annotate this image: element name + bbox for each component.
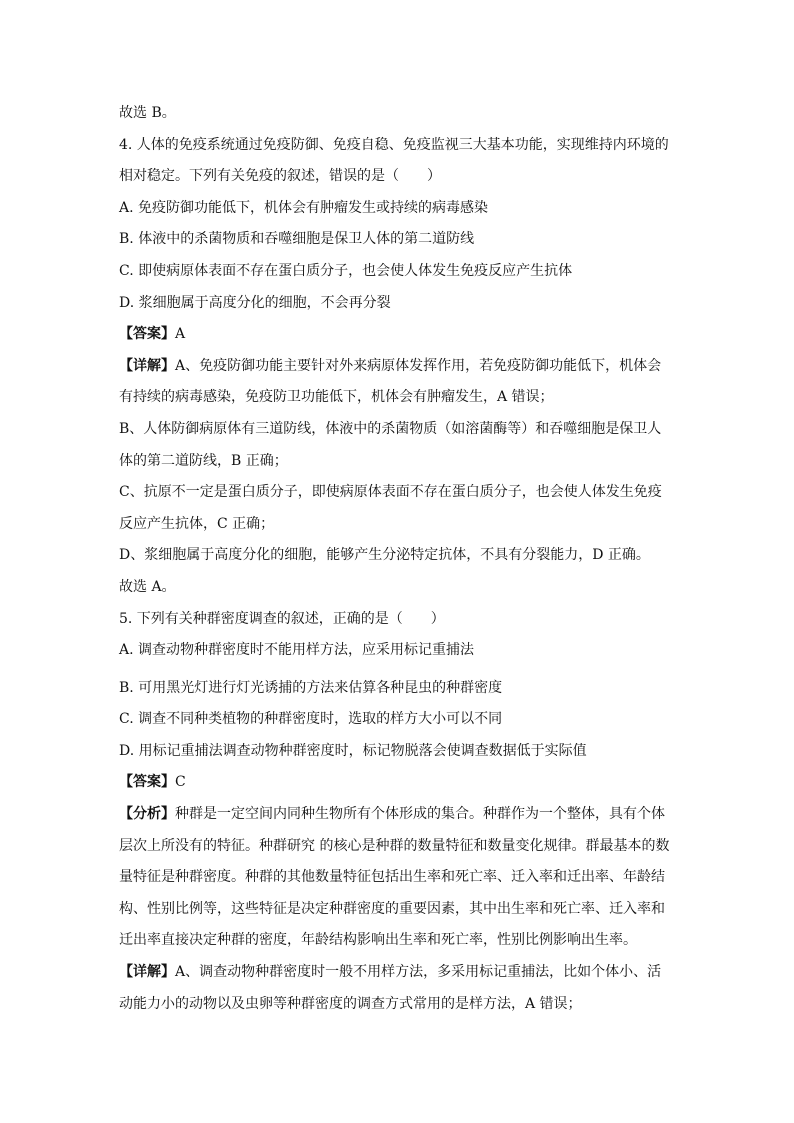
q5-answer	[119, 767, 679, 799]
q5-stem: 5. 下列有关种群密度调查的叙述，正确的是（ ）	[119, 610, 445, 627]
q5-answer-label: 【答案】	[119, 774, 175, 791]
q5-explain-a-line2: 动能力小的动物以及虫卵等种群密度的调查方式常用的是样方法，A 错误；	[119, 995, 582, 1012]
document-body	[119, 98, 679, 1020]
q5-analysis-line1	[119, 799, 679, 831]
q5-analysis-line5: 迁出率直接决定种群的密度，年龄结构影响出生率和死亡率，性别比例影响出生率。	[119, 932, 637, 949]
q4-explain-d: D、浆细胞属于高度分化的细胞，能够产生分泌特定抗体，不具有分裂能力，D 正确。	[119, 547, 650, 564]
q5-analysis-text1: 种群是一定空间内同种生物所有个体形成的集合。种群作为一个整体，具有个体	[175, 806, 665, 823]
q4-option-c: C. 即使病原体表面不存在蛋白质分子，也会使人体发生免疫反应产生抗体	[119, 262, 573, 279]
q5-explain-a-line1	[119, 957, 679, 989]
q4-explain-a-line2: 有持续的病毒感染，免疫防卫功能低下，机体会有肿瘤发生，A 错误；	[119, 389, 554, 406]
q4-explain-c-line1: C、抗原不一定是蛋白质分子，即使病原体表面不存在蛋白质分子，也会使人体发生免疫	[119, 484, 662, 501]
q4-explain-c-line2: 反应产生抗体，C 正确；	[119, 515, 275, 532]
q4-conclusion: 故选 A。	[119, 578, 176, 595]
q4-explain-b-line1: B、人体防御病原体有三道防线，体液中的杀菌物质（如溶菌酶等）和吞噬细胞是保卫人	[119, 420, 662, 437]
q4-answer	[119, 319, 679, 351]
q5-analysis-line2: 层次上所没有的特征。种群研究 的核心是种群的数量特征和数量变化规律。群最基本的数	[119, 837, 670, 854]
q5-answer-value: C	[175, 774, 186, 791]
q5-analysis-line3: 量特征是种群密度。种群的其他数量特征包括出生率和死亡率、迁入率和迁出率、年龄结	[119, 869, 665, 886]
q4-answer-label: 【答案】	[119, 326, 175, 343]
q5-analysis-line4: 构、性别比例等，这些特征是决定种群密度的重要因素，其中出生率和死亡率、迁入率和	[119, 900, 665, 917]
q4-stem-line1: 4. 人体的免疫系统通过免疫防御、免疫自稳、免疫监视三大基本功能，实现维持内环境的	[119, 136, 669, 153]
q4-explain-label: 【详解】	[119, 357, 175, 374]
q4-explain-b-line2: 体的第二道防线，B 正确；	[119, 452, 288, 469]
q5-option-a: A. 调查动物种群密度时不能用样方法，应采用标记重捕法	[119, 642, 475, 659]
q4-answer-value: A	[175, 326, 186, 343]
q4-explain-a-line1	[119, 351, 679, 383]
q3-conclusion: 故选 B。	[119, 105, 176, 121]
q4-option-b: B. 体液中的杀菌物质和吞噬细胞是保卫人体的第二道防线	[119, 231, 475, 248]
q4-explain-a-text1: A、免疫防御功能主要针对外来病原体发挥作用，若免疫防御功能低下，机体会	[175, 357, 662, 374]
q4-option-d: D. 浆细胞属于高度分化的细胞，不会再分裂	[119, 294, 391, 311]
q5-explain-a-text1: A、调查动物种群密度时一般不用样方法，多采用标记重捕法，比如个体小、活	[175, 964, 662, 981]
q5-analysis-label: 【分析】	[119, 806, 175, 823]
q4-option-a: A. 免疫防御功能低下，机体会有肿瘤发生或持续的病毒感染	[119, 199, 489, 216]
q5-option-c: C. 调查不同种类植物的种群密度时，选取的样方大小可以不同	[119, 711, 503, 728]
q5-option-b: B. 可用黑光灯进行灯光诱捕的方法来估算各种昆虫的种群密度	[119, 679, 503, 696]
q4-stem-line2: 相对稳定。下列有关免疫的叙述，错误的是（ ）	[119, 168, 441, 185]
q5-option-d: D. 用标记重捕法调查动物种群密度时，标记物脱落会使调查数据低于实际值	[119, 742, 587, 759]
q5-explain-label: 【详解】	[119, 964, 175, 981]
